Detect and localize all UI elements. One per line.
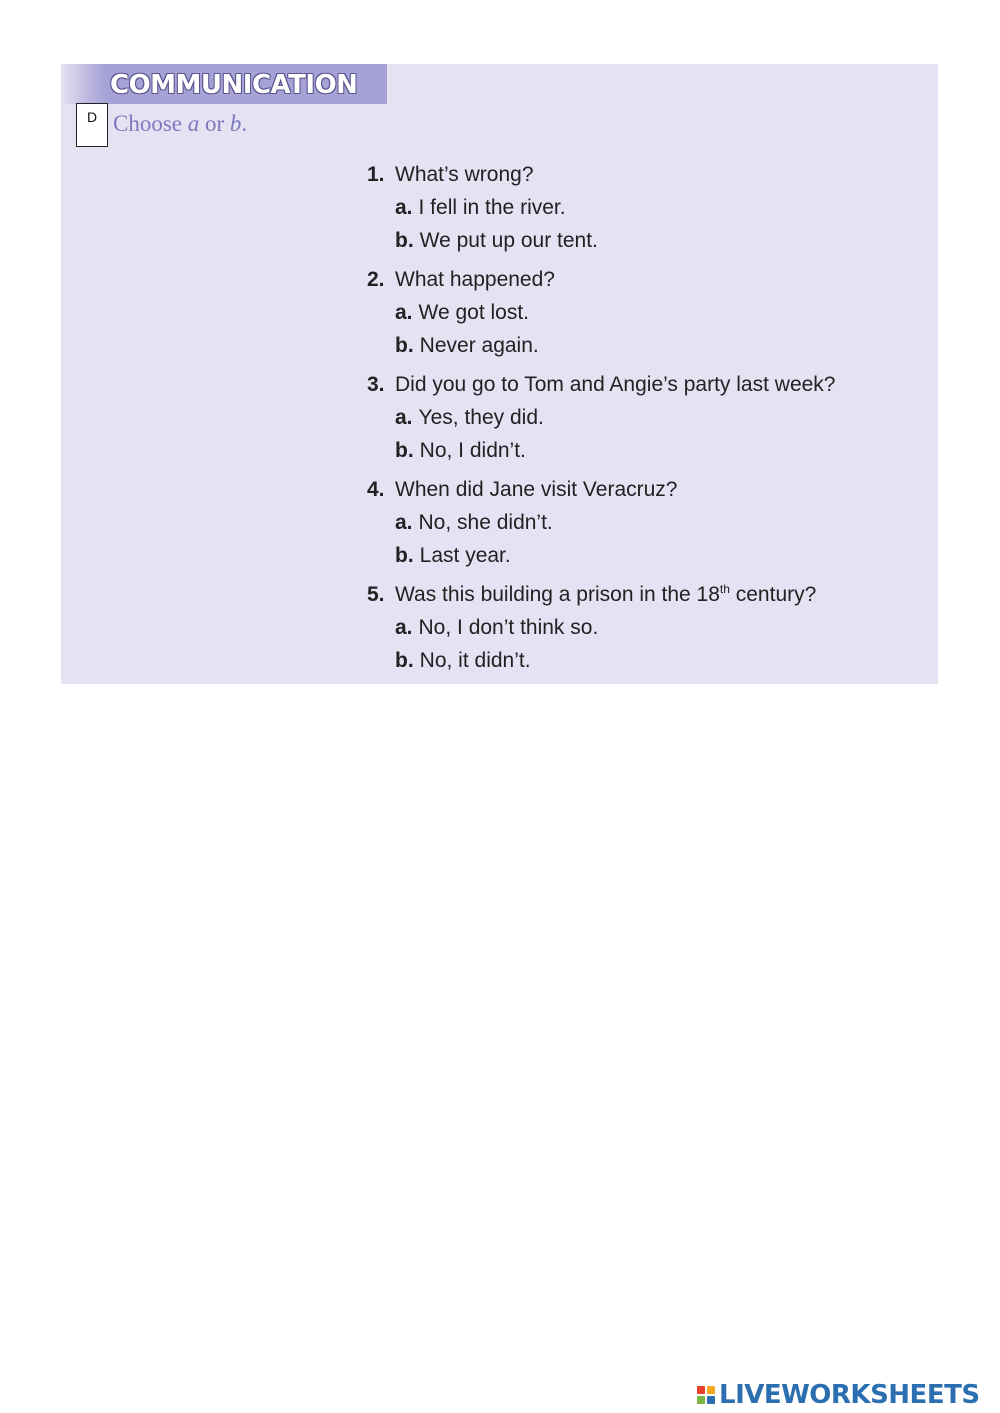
question-number: 3.: [367, 373, 385, 396]
option-letter: a.: [395, 196, 413, 219]
question-5: [367, 578, 927, 677]
answer-option-a[interactable]: [367, 506, 927, 539]
instruction: [113, 110, 247, 138]
question-text: Did you go to Tom and Angie’s party last week?: [395, 373, 836, 396]
section-title: COMMUNICATION: [110, 70, 358, 100]
question-1: [367, 158, 927, 257]
option-text: No, it didn’t.: [419, 649, 531, 672]
answer-option-a[interactable]: [367, 191, 927, 224]
instruction-text: or: [199, 111, 230, 136]
question-text-after: century?: [729, 583, 817, 606]
option-letter: b.: [395, 439, 414, 462]
option-text: Yes, they did.: [418, 406, 544, 429]
instruction-text: .: [241, 111, 248, 136]
answer-option-b[interactable]: [367, 329, 927, 362]
question-text: What’s wrong?: [395, 163, 534, 186]
option-letter: a.: [395, 511, 413, 534]
logo-square: [707, 1386, 715, 1394]
instruction-text: Choose: [113, 111, 188, 136]
question-line: [367, 473, 927, 506]
question-3: [367, 368, 927, 467]
logo-square: [707, 1396, 715, 1404]
option-letter: b.: [395, 229, 414, 252]
question-number: 5.: [367, 583, 385, 606]
answer-option-b[interactable]: [367, 644, 927, 677]
option-text: No, I didn’t.: [419, 439, 526, 462]
question-2: [367, 263, 927, 362]
question-number: 4.: [367, 478, 385, 501]
question-text: What happened?: [395, 268, 555, 291]
question-line: [367, 158, 927, 191]
answer-option-b[interactable]: [367, 434, 927, 467]
option-text: We put up our tent.: [419, 229, 598, 252]
option-letter: b.: [395, 544, 414, 567]
option-letter: b.: [395, 649, 414, 672]
question-text: When did Jane visit Veracruz?: [395, 478, 678, 501]
question-4: [367, 473, 927, 572]
logo-square: [697, 1396, 705, 1404]
question-text: Was this building a prison in the 18: [395, 583, 720, 606]
answer-option-b[interactable]: [367, 539, 927, 572]
question-list: [367, 158, 927, 683]
instruction-option-a: a: [187, 111, 200, 136]
question-number: 2.: [367, 268, 385, 291]
option-letter: a.: [395, 616, 413, 639]
option-text: We got lost.: [418, 301, 530, 324]
option-letter: a.: [395, 406, 413, 429]
question-line: [367, 368, 927, 401]
instruction-option-b: b: [229, 111, 242, 136]
answer-option-a[interactable]: [367, 611, 927, 644]
logo-text: LIVEWORKSHEETS: [719, 1380, 980, 1410]
option-letter: b.: [395, 334, 414, 357]
exercise-letter-box[interactable]: D: [76, 103, 108, 147]
question-line: [367, 578, 927, 611]
answer-option-a[interactable]: [367, 401, 927, 434]
question-line: [367, 263, 927, 296]
option-text: Never again.: [419, 334, 539, 357]
answer-option-a[interactable]: [367, 296, 927, 329]
option-letter: a.: [395, 301, 413, 324]
option-text: No, she didn’t.: [418, 511, 553, 534]
ordinal-suffix: th: [719, 582, 730, 596]
option-text: I fell in the river.: [418, 196, 566, 219]
answer-option-b[interactable]: [367, 224, 927, 257]
logo-grid-icon: [697, 1386, 715, 1404]
question-number: 1.: [367, 163, 385, 186]
liveworksheets-logo[interactable]: [697, 1378, 980, 1412]
logo-square: [697, 1386, 705, 1394]
option-text: No, I don’t think so.: [418, 616, 599, 639]
option-text: Last year.: [419, 544, 511, 567]
